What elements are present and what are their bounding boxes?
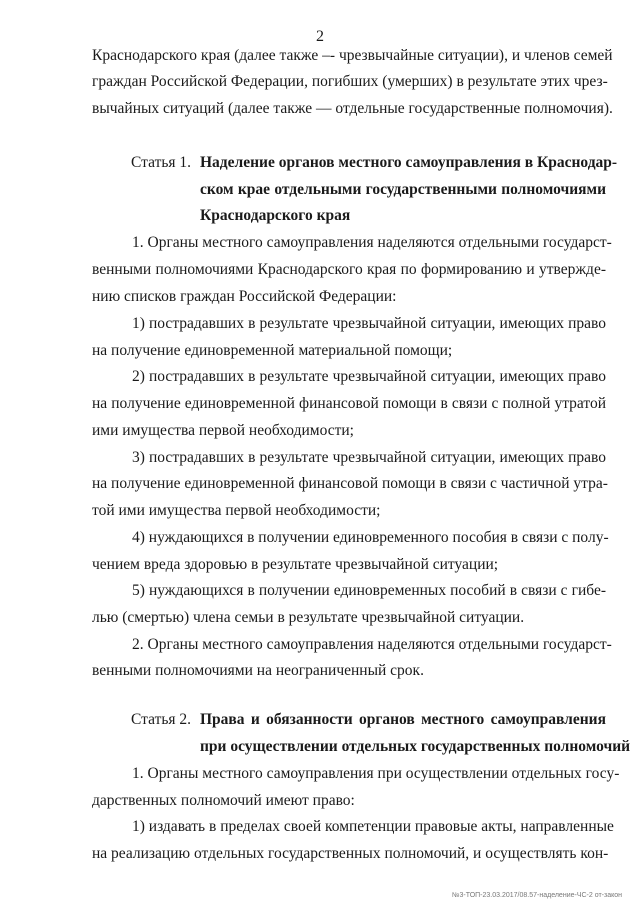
article-1-item-3-line-3: той ими имущества первой необходимости; (92, 502, 381, 519)
article-1-item-3-line-2: на получение единовременной финансовой помощи в связи с частичной утра- (92, 475, 608, 492)
article-2-title-line-1: Права и обязанности органов местного самоуправления (200, 711, 606, 728)
article-1-item-2-line-2: на получение единовременной финансовой помощи в связи с полной утратой (92, 395, 606, 412)
article-1-title-line-2: ском крае отдельными государственными полномочиями (200, 181, 606, 198)
article-1-item-5-line-1: 5) нуждающихся в получении единовременных пособий в связи с гибе- (132, 582, 606, 599)
article-2-p1-line-1: 1. Органы местного самоуправления при осуществлении отдельных госу- (132, 765, 620, 782)
footer-document-code: №3-ТОП-23.03.2017/08.57-наделение-ЧС-2 от-закон (452, 892, 622, 899)
article-2-item-1-line-2: на реализацию отдельных государственных полномочий, и осуществлять кон- (92, 845, 609, 862)
article-1-item-5-line-2: лью (смертью) члена семьи в результате чрезвычайной ситуации. (92, 609, 525, 626)
article-1-title-line-1: Наделение органов местного самоуправления в Краснодар- (200, 154, 618, 171)
article-1-item-2-line-3: ими имущества первой необходимости; (92, 422, 354, 439)
article-2-p1-line-2: дарственных полномочий имеют право: (92, 792, 355, 809)
article-2-label: Статья 2. (131, 711, 192, 728)
intro-line-2: граждан Российской Федерации, погибших (умерших) в результате этих чрез- (92, 73, 608, 90)
article-1-item-1-line-1: 1) пострадавших в результате чрезвычайной ситуации, имеющих право (132, 315, 606, 332)
article-1-p1-line-3: нию списков граждан Российской Федерации: (92, 288, 397, 305)
article-1-item-1-line-2: на получение единовременной материальной помощи; (92, 342, 453, 359)
article-1-label: Статья 1. (131, 154, 192, 171)
article-1-item-4-line-2: чением вреда здоровью в результате чрезвычайной ситуации; (92, 556, 499, 573)
page-number: 2 (316, 28, 324, 45)
article-1-p2-line-1: 2. Органы местного самоуправления наделяются отдельными государст- (132, 636, 612, 653)
article-2-item-1-line-1: 1) издавать в пределах своей компетенции правовые акты, направленные (132, 818, 614, 835)
article-1-item-4-line-1: 4) нуждающихся в получении единовременного пособия в связи с полу- (132, 529, 609, 546)
intro-line-3: вычайных ситуаций (далее также — отдельные государственные полномочия). (92, 100, 613, 117)
article-1-p1-line-1: 1. Органы местного самоуправления наделяются отдельными государст- (132, 234, 612, 251)
article-1-p2-line-2: венными полномочиями на неограниченный срок. (92, 662, 424, 679)
article-1-title-line-3: Краснодарского края (200, 207, 351, 224)
article-1-p1-line-2: венными полномочиями Краснодарского края по формированию и утвержде- (92, 261, 606, 278)
intro-line-1: Краснодарского края (далее также –- чрезвычайные ситуации), и членов семей (92, 47, 613, 64)
article-2-title-line-2: при осуществлении отдельных государственных полномочий (200, 738, 631, 755)
article-1-item-2-line-1: 2) пострадавших в результате чрезвычайной ситуации, имеющих право (132, 368, 606, 385)
article-1-item-3-line-1: 3) пострадавших в результате чрезвычайной ситуации, имеющих право (132, 449, 606, 466)
